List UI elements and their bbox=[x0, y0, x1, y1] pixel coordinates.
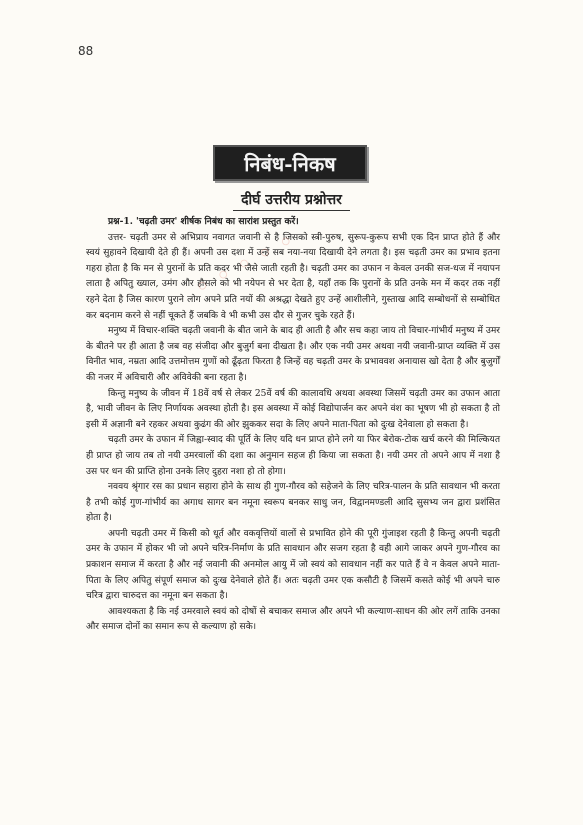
paragraph: चढ़ती उमर के उफान में जिह्वा-स्वाद की पूर्ति के लिए यदि धन प्राप्त होने लगे या फिर बेरोक-टोक खर्च करने की मिल्कियत ही प्राप्त हो जाय तब तो नयी उमरवालों की दशा का अनुमान सहज ही किया जा सकता है। नयी उमर तो अपने आप में नशा है उस पर धन की प्राप्ति होना उनके लिए दुहरा नशा हो तो होगा। bbox=[86, 435, 500, 477]
paragraph: आवश्यकता है कि नई उमरवाले स्वयं को दोषों से बचाकर समाज और अपने भी कल्याण-साधन की ओर लगें ताकि उनका और समाज दोनों का समान रूप से कल्याण हो सके। bbox=[86, 606, 500, 633]
page-number: 88 bbox=[78, 44, 94, 58]
paragraph: उत्तर- चढ़ती उमर से अभिप्राय नवागत जवानी से है जिसको स्त्री-पुरुष, सुरूप-कुरूप सभी एक दिन प्राप्त होते हैं और स्वयं सुहावने दिखायी देते ही हैं। अपनी उस दशा में उन्हें सब नया-नया दिखायी देने लगता है। इस चढ़ती उमर का प्रभाव इतना गहरा होता है कि मन से पुरानों के प्रति कदर भी जैसे जाती रहती है। चढ़ती उमर का उफान न केवल उनकी सज-धज में नयापन लाता है अपितु ख्याल, उमंग और हौसले को भी नयेपन से भर देता है, यहाँ तक कि पुरानों के प्रति उनके मन में कदर तक नहीं रहने देता है जिस कारण पुराने लोग अपने प्रति नयों की अश्रद्धा देखते हुए उन्हें आशीलीने, गुस्ताख आदि सम्बोधनों से सम्बोधित कर बदनाम करने से नहीं चूकते हैं जबकि वे भी कभी उस दौर से गुजर चुके रहते हैं। bbox=[86, 232, 500, 321]
question-text: प्रश्न-1. 'चढ़ती उमर' शीर्षक निबंध का सारांश प्रस्तुत करें। bbox=[108, 216, 299, 227]
article-body bbox=[86, 214, 500, 636]
watermark: ◦ ◦ ◦ ◦ ◦ bbox=[189, 225, 301, 305]
paragraph: अपनी चढ़ती उमर में किसी को धूर्त और वकवृत्तियों वालों से प्रभावित होने की पूरी गुंजाइश रहती है किन्तु अपनी चढ़ती उमर के उफान में होकर भी जो अपने चरित्र-निर्माण के प्रति सावधान और सजग रहता है वही आगे जाकर अपने गुण-गौरव का प्रकाशन समाज में करता है और नई जवानी की अनमोल आयु में जो स्वयं को सावधान नहीं कर पाते हैं वे न केवल अपने माता-पिता के लिए अपितु संपूर्ण समाज को दुःख देनेवाले होते हैं। अतः चढ़ती उमर एक कसौटी है जिसमें कसते कोई भी अपने चारु चरित्र द्वारा चारुदत्त का नमूना बन सकता है। bbox=[86, 528, 500, 602]
chapter-title: निबंध-निकष bbox=[213, 145, 367, 181]
paragraph: नववय श्रृंगार रस का प्रधान सहारा होने के साथ ही गुण-गौरव को सहेजने के लिए चरित्र-पालन के प्रति सावधान भी करता है तभी कोई गुण-गांभीर्य का अगाध सागर बन नमूना स्वरूप बनकर साधु जन, विद्वानमण्डली आदि सुसभ्य जन द्वारा प्रशंसित होता है। bbox=[86, 482, 500, 524]
section-heading: दीर्घ उत्तरीय प्रश्नोत्तर bbox=[233, 190, 350, 211]
paragraph: मनुष्य में विचार-शक्ति चढ़ती जवानी के बीत जाने के बाद ही आती है और सच कहा जाय तो विचार-गांभीर्य मनुष्य में उमर के बीतने पर ही आता है जब वह संजीदा और बुजुर्ग बना दीखता है। और एक नयी उमर अथवा नयी जवानी-प्राप्त व्यक्ति में उस विनीत भाव, नम्रता आदि उत्तमोत्तम गुणों को ढूँढ़ता फिरता है जिन्हें वह चढ़ती उमर के प्रभाववश अनायास खो देता है और बुजुर्गों की नजर में अविचारी और अविवेकी बना रहता है। bbox=[86, 326, 500, 383]
section-heading-wrapper bbox=[0, 190, 583, 211]
paragraph: किन्तु मनुष्य के जीवन में 18वें वर्ष से लेकर 25वें वर्ष की कालावधि अथवा अवस्था जिसमें चढ़ती उमर का उफान आता है, भावी जीवन के लिए निर्णायक अवस्था होती है। इस अवस्था में कोई विद्योपार्जन कर अपने वंश का भूषण भी हो सकता है तो इसी में अज्ञानी बने रहकर अथवा कुढंग की ओर झुककर सदा के लिए अपने माता-पिता को दुःख देनेवाला हो सकता है। bbox=[86, 388, 500, 430]
